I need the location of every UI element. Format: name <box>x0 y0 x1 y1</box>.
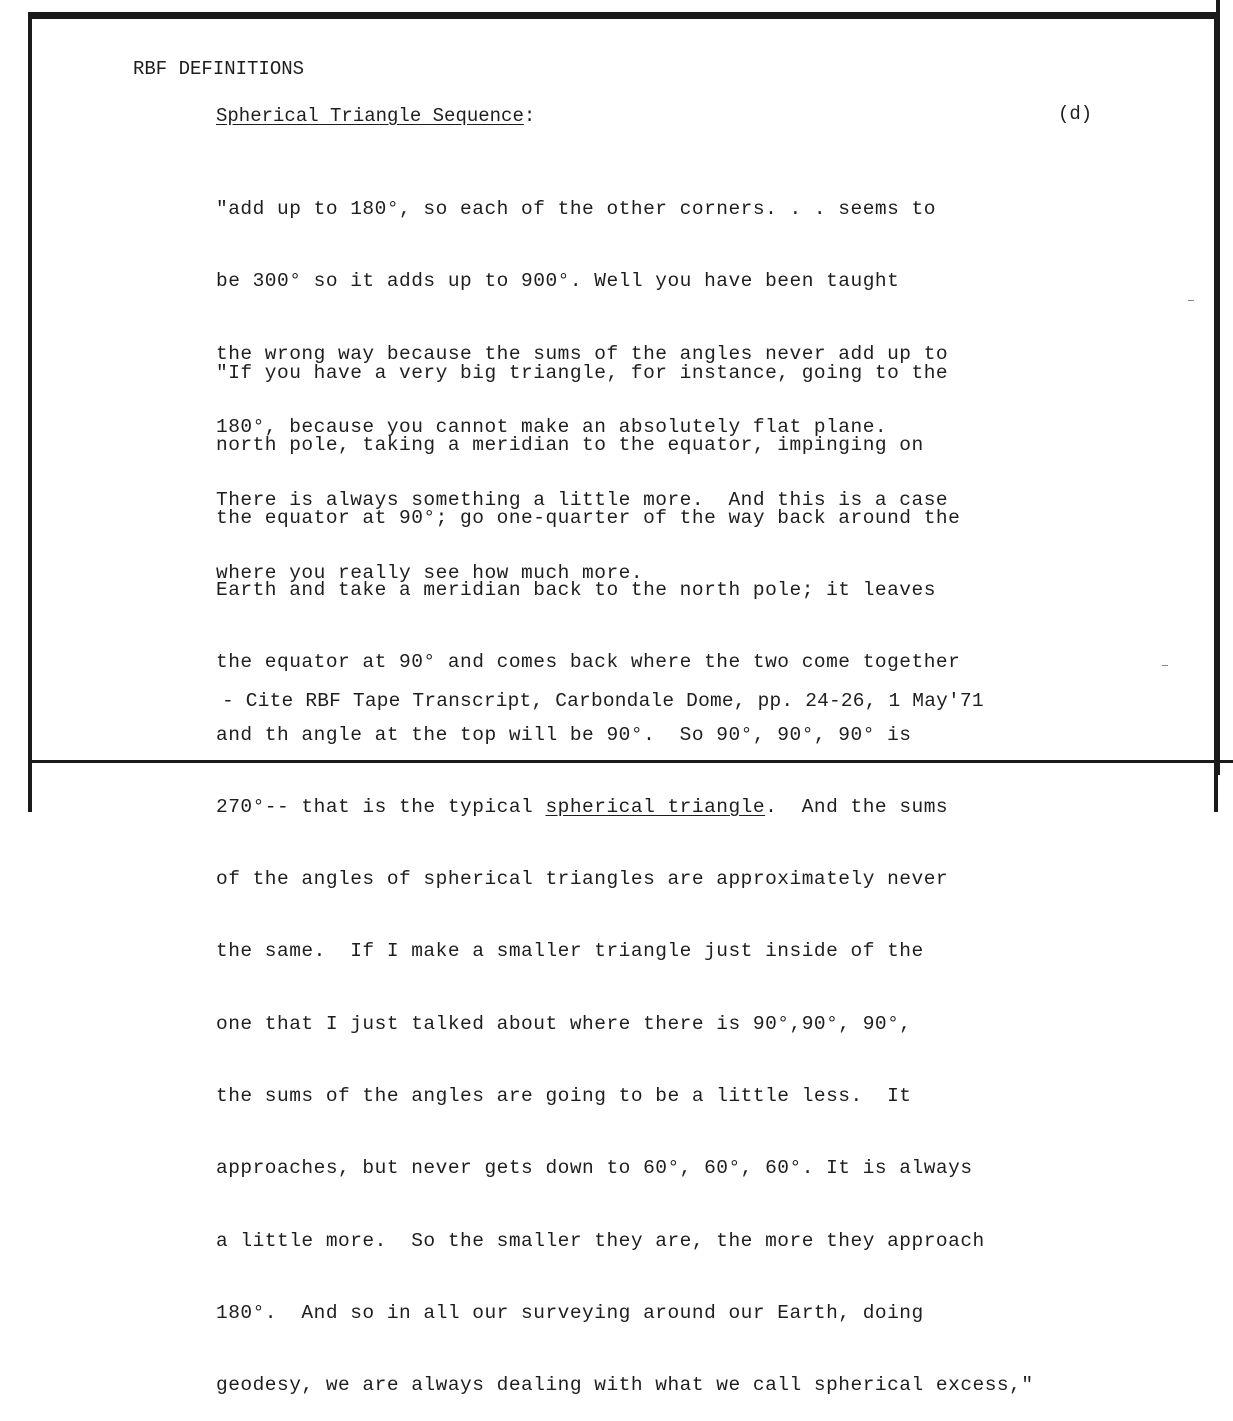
paragraph-line: where you really see how much more. <box>216 562 644 585</box>
paragraph-line: geodesy, we are always dealing with what we call spherical excess," <box>216 1374 1034 1397</box>
paragraph-line: There is always something a little more. And this is a case <box>216 489 949 512</box>
paragraph-line: and th angle at the top will be 90°. So 90°, 90°, 90° is <box>216 723 912 746</box>
term-spherical-triangle: spherical triangle <box>545 795 766 818</box>
paragraph-line: a little more. So the smaller they are, the more they approach <box>216 1229 985 1252</box>
paragraph-line: the same. If I make a smaller triangle just inside of the <box>216 940 924 963</box>
paragraph-line: north pole, taking a meridian to the equator, impinging on <box>216 434 924 457</box>
paragraph-line: the sums of the angles are going to be a little less. It <box>216 1085 912 1107</box>
document-header: RBF DEFINITIONS <box>133 58 305 80</box>
paragraph-line: the equator at 90° and comes back where the two come together <box>216 651 961 674</box>
paragraph-line: "If you have a very big triangle, for instance, going to the <box>216 362 949 385</box>
section-title <box>216 105 535 127</box>
paragraph-line-with-term <box>216 795 1034 819</box>
quote-paragraph-2 <box>216 313 1034 1421</box>
right-border-rule <box>1216 0 1220 775</box>
paragraph-line: Earth and take a meridian back to the north pole; it leaves <box>216 579 936 602</box>
paragraph-line: 180°, because you cannot make an absolutely flat plane. <box>216 416 888 439</box>
margin-speck <box>1188 300 1194 301</box>
paragraph-line: be 300° so it adds up to 900°. Well you have been taught <box>216 270 900 293</box>
section-title-colon: : <box>523 105 536 127</box>
margin-speck <box>1162 665 1168 666</box>
paragraph-line: one that I just talked about where there is 90°,90°, 90°, <box>216 1012 912 1035</box>
paragraph-line: the equator at 90°; go one-quarter of the way back around the <box>216 506 961 529</box>
paragraph-line: "add up to 180°, so each of the other corners. . . seems to <box>216 197 936 220</box>
paragraph-line: 180°. And so in all our surveying around our Earth, doing <box>216 1301 924 1324</box>
paragraph-line: the wrong way because the sums of the angles never add up to <box>216 343 949 366</box>
paragraph-line: of the angles of spherical triangles are approximately never <box>216 868 949 891</box>
line-start: 270°-- that is the typical <box>216 795 546 818</box>
line-end: . And the sums <box>765 795 949 818</box>
section-tag: (d) <box>1058 103 1093 125</box>
paragraph-line: approaches, but never gets down to 60°, 60°, 60°. It is always <box>216 1157 973 1180</box>
section-title-text: Spherical Triangle Sequence <box>216 105 524 127</box>
citation: - Cite RBF Tape Transcript, Carbondale Dome, pp. 24-26, 1 May'71 <box>222 690 984 712</box>
